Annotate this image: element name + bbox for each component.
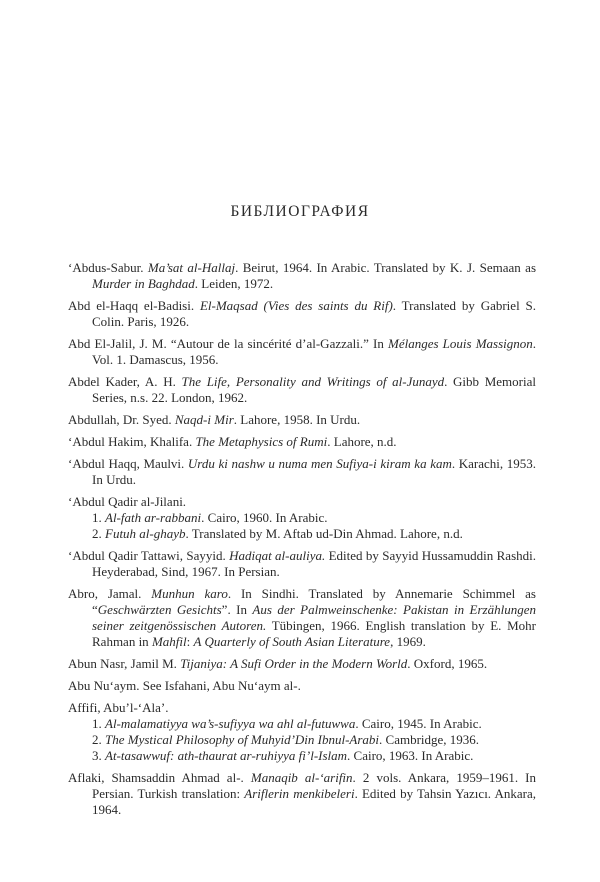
bibliography-subitem: 2. The Mystical Philosophy of Muhyid’Din Ibnul-Arabi. Cambridge, 1936. <box>92 732 480 747</box>
bibliography-entry: Abu Nu‘aym. See Isfahani, Abu Nu‘aym al-. <box>68 678 301 693</box>
bibliography-subitem: 3. At-tasawwuf: ath-thaurat ar-ruhiyya fi’l-Islam. Cairo, 1963. In Arabic. <box>92 748 474 763</box>
bibliography-entry: Abd el-Haqq el-Badisi. El-Maqsad (Vies des saints du Rif). Translated by Gabriel S. Colin. Paris, 1926. <box>68 298 536 329</box>
bibliography-entry: ‘Abdul Qadir Tattawi, Sayyid. Hadiqat al-auliya. Edited by Sayyid Hussamuddin Rashdi. Heyderabad, Sind, 1967. In Persian. <box>68 548 536 579</box>
bibliography-entry: Abdel Kader, A. H. The Life, Personality and Writings of al-Junayd. Gibb Memorial Series, n.s. 22. London, 1962. <box>68 374 536 405</box>
bibliography-entry-group <box>68 494 536 542</box>
bibliography-entry: ‘Abdul Haqq, Maulvi. Urdu ki nashw u numa men Sufiya-i kiram ka kam. Karachi, 1953. In Urdu. <box>68 456 536 487</box>
bibliography-entry: Abdullah, Dr. Syed. Naqd-i Mir. Lahore, 1958. In Urdu. <box>68 412 361 427</box>
bibliography-entry: Abro, Jamal. Munhun karo. In Sindhi. Translated by Annemarie Schimmel as “Geschwärzten Gesichts”. In Aus der Palmweinschenke: Pakistan in Erzählungen seiner zeitgenössischen Autoren. Tübingen, 1966. English translation by E. Mohr Rahman in Mahfil: A Quarterly of South Asian Literature, 1969. <box>68 586 536 649</box>
bibliography-entry-head: Affifi, Abu’l-‘Ala’. <box>68 700 169 715</box>
bibliography-subitem: 2. Futuh al-ghayb. Translated by M. Aftab ud-Din Ahmad. Lahore, n.d. <box>92 526 463 541</box>
bibliography-entry-head: ‘Abdul Qadir al-Jilani. <box>68 494 187 509</box>
bibliography-list <box>68 260 536 824</box>
bibliography-entry: Abd El-Jalil, J. M. “Autour de la sincérité d’al-Gazzali.” In Mélanges Louis Massignon. Vol. 1. Damascus, 1956. <box>68 336 536 367</box>
bibliography-subitem: 1. Al-fath ar-rabbani. Cairo, 1960. In Arabic. <box>92 510 328 525</box>
page-title: БИБЛИОГРАФИЯ <box>230 203 370 220</box>
bibliography-entry: ‘Abdul Hakim, Khalifa. The Metaphysics of Rumi. Lahore, n.d. <box>68 434 397 449</box>
bibliography-entry: Aflaki, Shamsaddin Ahmad al-. Manaqib al-‘arifin. 2 vols. Ankara, 1959–1961. In Persian. Turkish translation: Ariflerin menkibeleri. Edited by Tahsin Yazıcı. Ankara, 1964. <box>68 770 537 817</box>
bibliography-subitem: 1. Al-malamatiyya wa’s-sufiyya wa ahl al-futuwwa. Cairo, 1945. In Arabic. <box>92 716 482 731</box>
bibliography-entry-group <box>68 700 536 764</box>
bibliography-entry: Abun Nasr, Jamil M. Tijaniya: A Sufi Order in the Modern World. Oxford, 1965. <box>68 656 488 671</box>
bibliography-entry: ‘Abdus-Sabur. Ma’sat al-Hallaj. Beirut, 1964. In Arabic. Translated by K. J. Semaan as Murder in Baghdad. Leiden, 1972. <box>68 260 537 291</box>
